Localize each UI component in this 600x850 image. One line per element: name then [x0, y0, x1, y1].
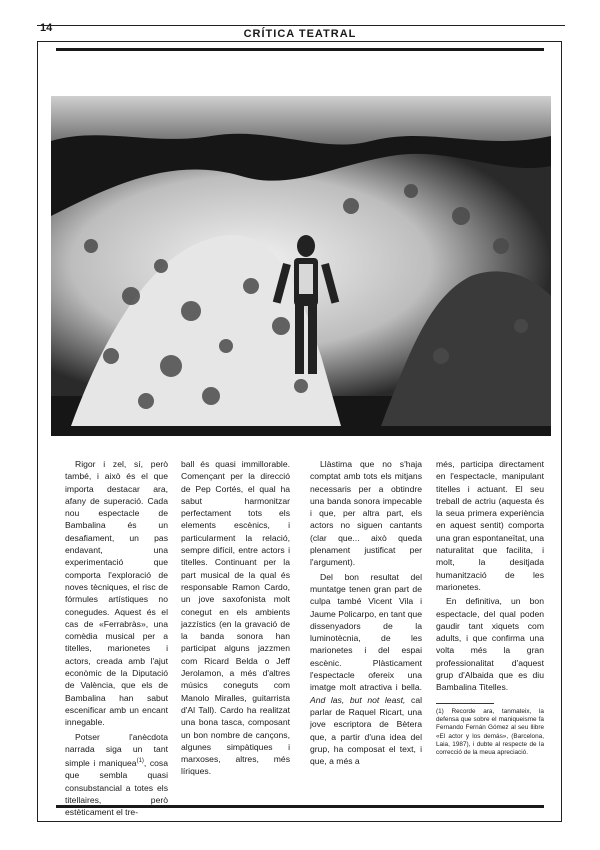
stage-photo-icon	[51, 96, 551, 436]
footnote-rule	[436, 703, 494, 704]
footnote: (1) Recorde ara, tanmateix, la defensa que sobre el maniqueisme fa Fernando Fernán Gómez al seu llibre «El actor y los demás», (Barcelona, Laia, 1987), i dubte al respecte de la correcció de la meua apreciació.	[436, 707, 544, 757]
section-title: CRÍTICA TEATRAL	[243, 28, 357, 40]
paragraph: En definitiva, un bon espectacle, del qual poden gaudir tant xiquets com adults, i que confirma una volta més la gran professionalitat d'aquest grup d'Albaida que es diu Bambalina Titelles.	[436, 596, 544, 693]
footnote-marker: (1)	[136, 758, 144, 765]
text-column-1	[65, 458, 168, 818]
text-column-2	[181, 458, 290, 778]
paragraph: més, participa directament en l'espectacle, manipulant titelles i actuant. El seu treball de actriu (aquesta és la seua primera experiència en aquest sentit) comporta una gran espontaneïtat, una naturalitat que facilita, i molt, la desitjada humanització de les marionetes.	[436, 459, 544, 592]
emphasis: And las, but not least,	[310, 694, 406, 705]
paragraph: Potser l'anècdota narrada siga un tant simple i maniquea$^{(1)}$, cosa que sembla quasi consubstancial a totes els titellaires, però estèticament el tre-	[65, 731, 169, 818]
paragraph: ball és quasi immillorable. Començant per la direcció de Pep Cortés, el qual ha sabut harmonitzar perfectament tots els elements escènics, i particularment la relació, sempre difícil, entre actors i titelles. Continuant per la part musical de la qual és responsable Ramon Cardo, un jove saxofonista molt conegut en els ambients jazzístics (en la gravació de la banda sonora han participat alguns jazzmen com Ricard Belda o Jeff Jerolamon, a més d'altres músics coneguts com Manolo Miralles, guitarrista d'Al Tall). Cardo ha realitzat una bona tasca, composant un bon nombre de cançons, algunes simpàtiques i marxoses, altres, més líriques.	[181, 459, 290, 777]
page-number: 14	[40, 22, 53, 34]
paragraph: Del bon resultat del muntatge tenen gran part de culpa també Vicent Vila i Jaume Policarpo, en tant que dissenyadors de la luminotècnia, de les marionetes i del espai escènic. Plàsticament l'espectacle ofereix una imatge molt atractiva i bella. And las, but not least, cal parlar de Raquel Ricart, una jove escriptora de Bètera que, a partir d'una idea del grup, ha composat el text, i que, a més a	[310, 571, 423, 767]
header-rule	[37, 25, 565, 26]
stage-photo	[51, 96, 551, 436]
top-bar	[56, 48, 544, 51]
paragraph: Rigor i zel, sí, però també, i això és el que importa destacar ara, afany de superació. Cada nou espectacle de Bambalina és un desafiament, un pas endavant, una experimentació que comporta l'exploració de noves tècniques, el risc de fórmules artístiques no conegudes. Aquest és el cas de «Ferrabràs», una comèdia musical per a titelles, marionetes i actors, creada amb l'ajut econòmic de la Diputació de València, que els de Bambalina han sabut escenificar amb un encant innegable.	[65, 459, 168, 728]
paragraph: Llàstima que no s'haja comptat amb tots els mitjans necessaris per a obtindre una banda sonora impecable i que, per altra part, els actors no siguen cantants (clar que... això queda plenament justificat per l'argument).	[310, 459, 422, 568]
text-column-4	[436, 458, 544, 757]
text-column-3	[310, 458, 422, 767]
